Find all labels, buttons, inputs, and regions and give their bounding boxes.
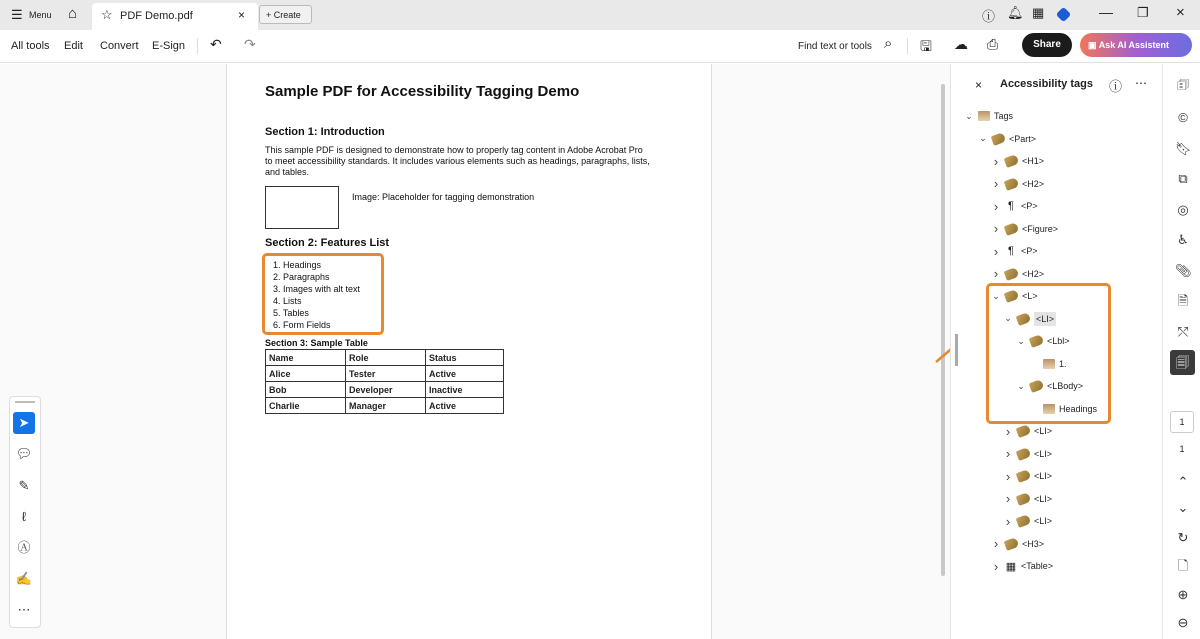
tag-icon xyxy=(991,132,1007,146)
plus-icon: + xyxy=(266,10,272,20)
edit-pdf-icon[interactable]: 🗊 xyxy=(1176,77,1190,92)
help-icon[interactable]: ⓘ xyxy=(982,9,996,24)
chevron-right-icon[interactable]: › xyxy=(993,198,999,214)
tree-item[interactable] xyxy=(991,198,1038,214)
layers-icon[interactable]: ◎ xyxy=(1177,202,1189,217)
tree-item-label: 1. xyxy=(1059,358,1067,369)
tree-item-label: <LI> xyxy=(1036,313,1055,324)
create-button[interactable] xyxy=(259,5,312,24)
tree-item-label: <Figure> xyxy=(1022,223,1059,234)
redo-icon[interactable]: ↷ xyxy=(244,36,256,52)
order-icon[interactable]: ⤲ xyxy=(1177,324,1189,339)
page-up-icon[interactable]: ⌃ xyxy=(1177,474,1189,489)
tag-icon xyxy=(1004,537,1020,551)
intro-line: This sample PDF is designed to demonstrate how to properly tag content in Adobe Acrobat Pro xyxy=(265,145,643,155)
list-item: 4. Lists xyxy=(273,296,302,306)
tree-item-label: <LI> xyxy=(1034,493,1053,504)
cell: Manager xyxy=(346,398,426,414)
tree-item[interactable] xyxy=(1003,423,1052,439)
paragraph-icon: ¶ xyxy=(1008,200,1014,212)
tree-item[interactable] xyxy=(991,153,1044,169)
list-item: 5. Tables xyxy=(273,308,309,318)
section-2-heading: Section 2: Features List xyxy=(265,237,390,249)
share-label: Share xyxy=(1033,39,1061,50)
table-row xyxy=(266,382,504,398)
more-options-icon[interactable]: ⋯ xyxy=(1135,76,1147,90)
tree-item-label: <LBody> xyxy=(1047,381,1084,391)
sample-table xyxy=(265,349,504,414)
tree-item-label: Tags xyxy=(994,111,1014,121)
tree-item-label: <H1> xyxy=(1022,156,1045,166)
cell: Name xyxy=(266,350,346,366)
chevron-down-icon[interactable]: ⌄ xyxy=(1017,380,1025,391)
attachments-icon[interactable]: 📎︎ xyxy=(1175,263,1192,278)
tag-icon xyxy=(1016,447,1032,461)
lasso-icon[interactable]: ℓ xyxy=(21,509,27,524)
find-button[interactable]: Find text or tools xyxy=(798,41,872,52)
paragraph-icon: ¶ xyxy=(1008,245,1014,257)
cell: Inactive xyxy=(426,382,504,398)
page-number-input[interactable]: 1 xyxy=(1170,411,1194,433)
chevron-right-icon[interactable]: › xyxy=(1005,468,1011,484)
list-item: 3. Images with alt text xyxy=(273,284,361,294)
cell: Alice xyxy=(266,366,346,382)
panel-title: Accessibility tags xyxy=(1000,78,1093,90)
table-icon: ▦ xyxy=(1005,560,1017,573)
tree-item-label: <LI> xyxy=(1034,426,1053,436)
share-button[interactable] xyxy=(1022,33,1072,57)
scroll-thumb[interactable] xyxy=(955,334,958,366)
bell-icon[interactable]: 🔔︎ xyxy=(1007,5,1024,20)
doc-title: Sample PDF for Accessibility Tagging Demo xyxy=(265,83,580,100)
intro-line: to meet accessibility standards. It includes various elements such as headings, paragraphs, lists, xyxy=(265,156,650,166)
menu-icon[interactable]: ☰ xyxy=(11,7,23,22)
tree-item-label: <LI> xyxy=(1034,471,1053,481)
list-item: 2. Paragraphs xyxy=(273,272,330,282)
document-tab[interactable] xyxy=(92,3,258,30)
intro-line: and tables. xyxy=(265,167,310,177)
tag-icon xyxy=(1004,154,1020,168)
tag-icon xyxy=(1016,469,1032,483)
text-box-icon[interactable]: Ⓐ xyxy=(17,540,31,555)
chevron-right-icon[interactable]: › xyxy=(1005,446,1011,461)
tree-item[interactable] xyxy=(978,131,1036,147)
upload-cloud-icon[interactable]: ☁ xyxy=(954,36,968,52)
tags-root-icon xyxy=(978,111,990,121)
tree-item-label: <P> xyxy=(1021,201,1038,211)
chevron-right-icon[interactable]: › xyxy=(993,266,999,281)
drag-handle[interactable] xyxy=(15,401,35,403)
tree-item-label: <H2> xyxy=(1022,268,1045,279)
tree-highlight-box xyxy=(986,283,1111,424)
comment-icon[interactable]: 💬︎ xyxy=(15,446,33,461)
pen-icon[interactable]: ✎ xyxy=(18,478,30,493)
cell: Status xyxy=(426,350,504,366)
select-pointer-icon[interactable]: ➤ xyxy=(13,412,35,434)
bookmarks-icon[interactable]: 🔖︎ xyxy=(1175,141,1192,156)
image-placeholder xyxy=(265,186,339,229)
tree-item-label: <Table> xyxy=(1021,561,1054,571)
all-tools-button[interactable]: All tools xyxy=(11,40,50,52)
image-caption: Image: Placeholder for tagging demonstration xyxy=(352,192,535,202)
tag-icon xyxy=(1016,492,1032,506)
star-icon[interactable]: ☆ xyxy=(101,7,113,22)
tree-item-label: <Lbl> xyxy=(1047,336,1070,346)
tree-item-label: <L> xyxy=(1022,291,1038,301)
chevron-right-icon[interactable]: › xyxy=(1005,513,1011,529)
close-tab-icon[interactable]: × xyxy=(238,8,246,22)
list-highlight-box xyxy=(262,253,384,335)
divider xyxy=(197,38,198,54)
page-fit-icon[interactable]: 🗋 xyxy=(1177,558,1189,573)
close-panel-icon[interactable]: × xyxy=(975,78,983,92)
document-properties-icon[interactable]: 🗎 xyxy=(1177,293,1189,308)
zoom-in-icon[interactable]: ⊕ xyxy=(1177,587,1189,602)
tree-item-label: <LI> xyxy=(1034,448,1053,459)
list-item: 1. Headings xyxy=(273,260,322,270)
tab-title: PDF Demo.pdf xyxy=(120,10,193,22)
divider xyxy=(907,38,908,54)
convert-button[interactable]: Convert xyxy=(100,40,139,52)
cell: Charlie xyxy=(266,398,346,414)
tree-item-label: <H3> xyxy=(1022,538,1045,549)
accessibility-check-icon[interactable]: ♿︎ xyxy=(1177,232,1189,247)
section-1-heading: Section 1: Introduction xyxy=(265,126,385,138)
tags-panel-icon[interactable]: 🗐 xyxy=(1170,350,1195,375)
tree-item[interactable] xyxy=(1003,468,1052,484)
title-bar xyxy=(0,0,1200,30)
ask-ai-button[interactable] xyxy=(1080,33,1192,57)
table-row xyxy=(266,350,504,366)
chevron-down-icon[interactable]: ⌄ xyxy=(1004,313,1012,323)
search-icon[interactable]: ⌕ xyxy=(884,35,893,52)
tag-icon xyxy=(1004,177,1020,191)
chevron-right-icon[interactable]: › xyxy=(993,176,999,191)
tree-item[interactable] xyxy=(1003,446,1052,462)
chevron-right-icon[interactable]: › xyxy=(993,153,999,169)
close-window-icon[interactable]: × xyxy=(1176,4,1185,21)
chevron-down-icon[interactable]: ⌄ xyxy=(965,110,973,121)
cell: Active xyxy=(426,366,504,382)
tree-item-label: <Part> xyxy=(1009,133,1037,144)
cell: Role xyxy=(346,350,426,366)
tree-item[interactable] xyxy=(991,266,1044,282)
chevron-right-icon[interactable]: › xyxy=(993,558,999,574)
chevron-down-icon[interactable]: ⌄ xyxy=(992,290,1000,301)
info-icon[interactable]: ⓘ xyxy=(1109,79,1123,94)
menu-button[interactable]: Menu xyxy=(29,10,52,20)
sign-icon[interactable]: ✍ xyxy=(15,571,33,586)
chevron-down-icon[interactable]: ⌄ xyxy=(979,133,987,143)
tag-icon xyxy=(1016,424,1032,438)
tag-icon xyxy=(1004,222,1020,236)
tree-item[interactable] xyxy=(991,243,1038,259)
ai-chat-icon: ▣ xyxy=(1088,40,1097,50)
chevron-right-icon[interactable]: › xyxy=(993,536,999,551)
tag-icon xyxy=(1016,514,1032,528)
tree-item-label: <P> xyxy=(1021,246,1038,256)
tree-item[interactable] xyxy=(1003,513,1052,529)
edit-button[interactable]: Edit xyxy=(64,40,83,52)
accessibility-tags-panel xyxy=(950,64,1162,639)
list-item: 6. Form Fields xyxy=(273,320,331,330)
tag-icon xyxy=(1004,267,1020,281)
ask-ai-label: Ask AI Assistent xyxy=(1098,40,1170,50)
apps-grid-icon[interactable]: ▦ xyxy=(1032,5,1045,20)
chevron-right-icon[interactable]: › xyxy=(1005,491,1011,506)
tree-item[interactable] xyxy=(991,176,1044,192)
cell: Tester xyxy=(346,366,426,382)
account-icon[interactable] xyxy=(1056,7,1072,23)
tree-item[interactable] xyxy=(991,221,1058,237)
create-label: Create xyxy=(273,10,301,20)
cell: Bob xyxy=(266,382,346,398)
home-icon[interactable]: ⌂ xyxy=(68,5,78,22)
pages-icon[interactable]: ⧉ xyxy=(1178,171,1188,186)
comments-icon[interactable]: © xyxy=(1178,110,1188,125)
more-tools-icon[interactable]: ⋯ xyxy=(17,602,31,617)
table-row xyxy=(266,398,504,414)
maximize-icon[interactable]: ❐ xyxy=(1137,5,1149,20)
quick-tools-panel xyxy=(9,396,41,628)
undo-icon[interactable]: ↶ xyxy=(210,36,222,52)
tree-item-label: <LI> xyxy=(1034,516,1053,526)
page-down-icon[interactable]: ⌄ xyxy=(1177,500,1189,515)
cell: Developer xyxy=(346,382,426,398)
rotate-icon[interactable]: ↻ xyxy=(1177,530,1189,545)
save-icon[interactable]: 🖫 xyxy=(920,38,932,54)
chevron-right-icon[interactable]: › xyxy=(993,221,999,236)
tree-item[interactable] xyxy=(1003,491,1052,507)
tree-item[interactable] xyxy=(991,558,1053,574)
chevron-right-icon[interactable]: › xyxy=(993,243,999,259)
tree-item[interactable] xyxy=(964,108,1013,124)
print-icon[interactable]: ⎙ xyxy=(987,36,999,52)
minimize-icon[interactable]: — xyxy=(1099,4,1113,20)
section-3-heading: Section 3: Sample Table xyxy=(265,338,368,348)
tree-item-label: Headings xyxy=(1059,403,1098,414)
toolbar xyxy=(0,30,1200,63)
page-total: 1 xyxy=(1179,444,1185,454)
cell: Active xyxy=(426,398,504,414)
tree-item[interactable] xyxy=(991,536,1044,552)
tree-item-label: <H2> xyxy=(1022,178,1045,189)
zoom-out-icon[interactable]: ⊖ xyxy=(1177,615,1189,630)
table-row xyxy=(266,366,504,382)
right-rail xyxy=(1162,64,1200,639)
chevron-right-icon[interactable]: › xyxy=(1005,423,1011,439)
esign-button[interactable]: E-Sign xyxy=(152,40,186,52)
chevron-down-icon[interactable]: ⌄ xyxy=(1017,335,1025,346)
